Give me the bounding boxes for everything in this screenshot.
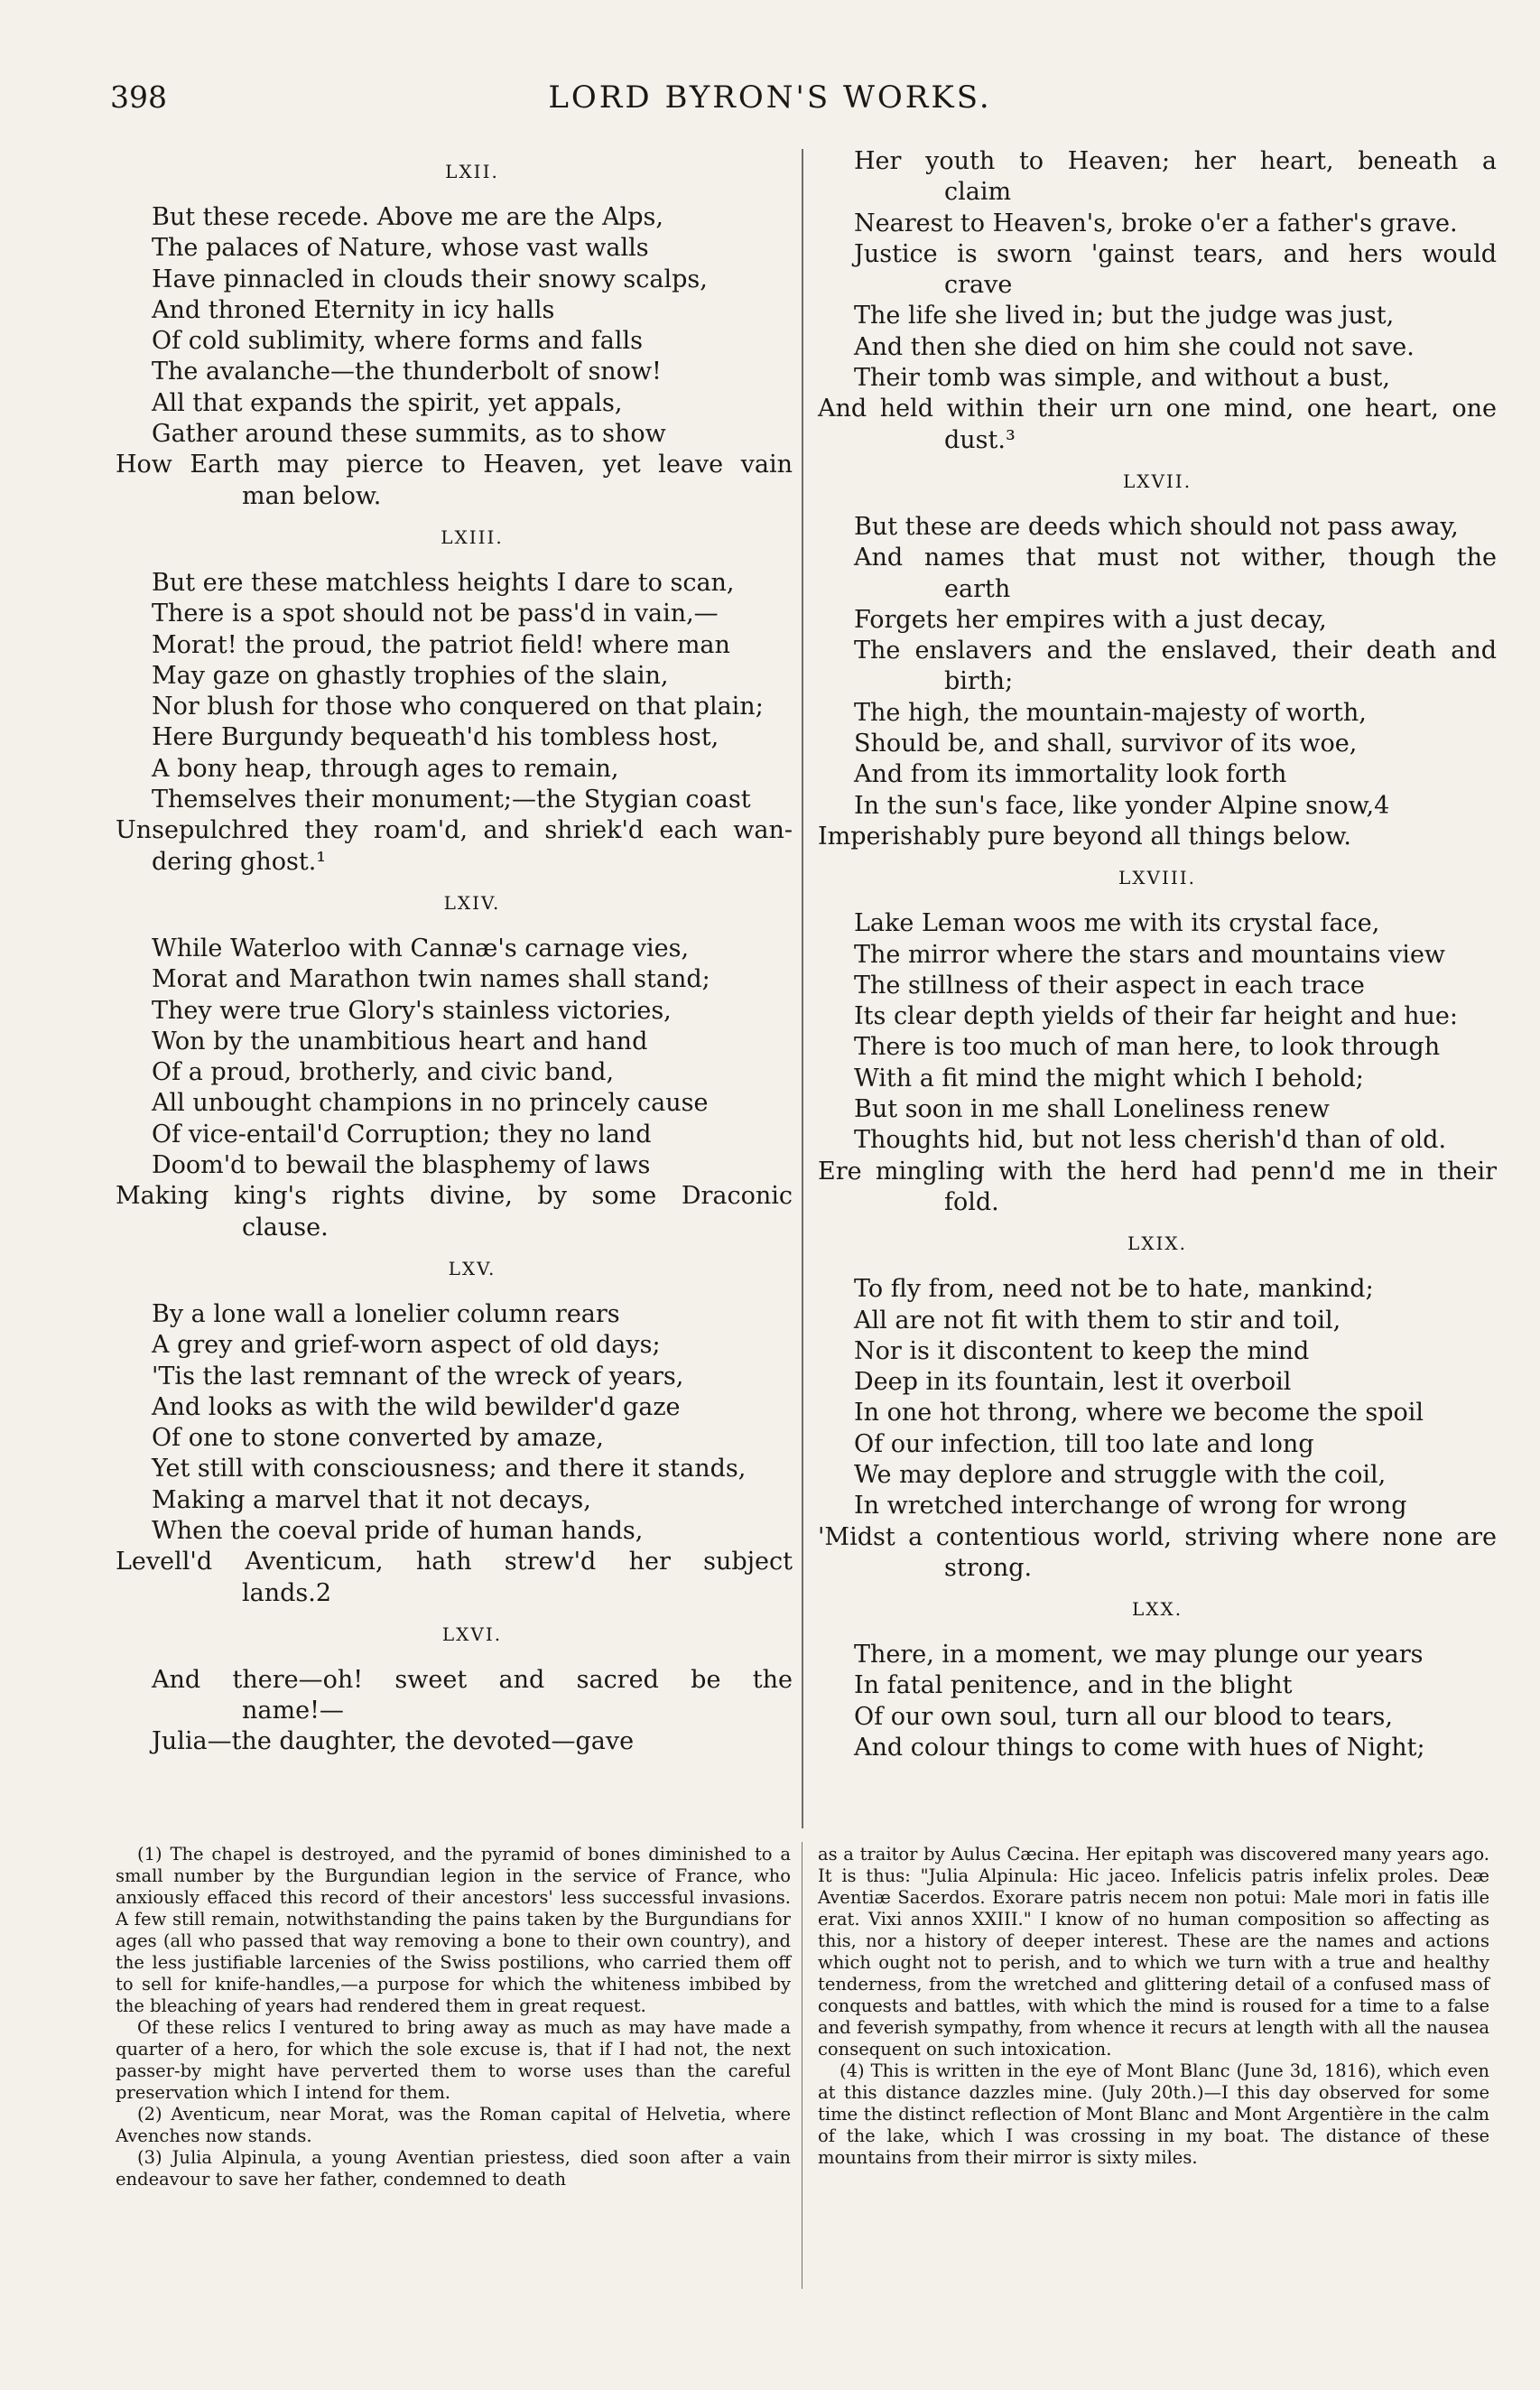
verse-line: May gaze on ghastly trophies of the slain, bbox=[152, 661, 669, 690]
verse-line: To fly from, need not be to hate, mankind; bbox=[854, 1275, 1374, 1304]
verse-line: They were true Glory's stainless victories, bbox=[152, 996, 672, 1025]
verse-line: Her youth to Heaven; her heart, beneath a bbox=[854, 147, 1497, 175]
verse-line: By a lone wall a lonelier column rears bbox=[152, 1299, 620, 1328]
stanza bbox=[116, 892, 793, 1243]
stanza bbox=[818, 1598, 1497, 1763]
stanza bbox=[116, 526, 793, 878]
verse-line: And then she died on him she could not save. bbox=[854, 332, 1415, 361]
verse-line: The stillness of their aspect in each trace bbox=[854, 971, 1365, 1000]
verse-line: And colour things to come with hues of Night; bbox=[854, 1734, 1425, 1762]
left-footnotes bbox=[116, 1844, 791, 2190]
left-poem-column bbox=[116, 146, 793, 1763]
verse-line: 'Tis the last remnant of the wreck of years, bbox=[152, 1362, 684, 1390]
verse-line: crave bbox=[944, 271, 1013, 300]
stanza bbox=[116, 161, 793, 512]
stanza-number: LXX. bbox=[1131, 1598, 1183, 1621]
stanza-number: LXVI. bbox=[441, 1623, 503, 1645]
verse-line: Of our infection, till too late and long bbox=[854, 1429, 1314, 1458]
verse-line: Nearest to Heaven's, broke o'er a father's grave. bbox=[854, 209, 1458, 237]
verse-line: clause. bbox=[242, 1213, 329, 1241]
running-title: LORD BYRON'S WORKS. bbox=[548, 79, 992, 116]
stanza bbox=[818, 867, 1497, 1218]
verse-line: Have pinnacled in clouds their snowy scalps, bbox=[152, 265, 708, 293]
verse-line: Unsepulchred they roam'd, and shriek'd each wan- bbox=[116, 816, 793, 845]
verse-line: Morat and Marathon twin names shall stand; bbox=[152, 965, 710, 994]
right-poem-column bbox=[818, 146, 1497, 1769]
verse-line: The life she lived in; but the judge was just, bbox=[854, 302, 1395, 330]
verse-line: But soon in me shall Loneliness renew bbox=[854, 1095, 1330, 1124]
verse-line: All are not fit with them to stir and toil, bbox=[854, 1306, 1341, 1334]
verse-line: But these are deeds which should not pass away, bbox=[854, 512, 1459, 541]
stanza-number: LXV. bbox=[448, 1257, 496, 1279]
verse-line: Deep in its fountain, lest it overboil bbox=[854, 1368, 1292, 1397]
verse-line: claim bbox=[944, 178, 1012, 207]
verse-line: A bony heap, through ages to remain, bbox=[152, 754, 619, 783]
footnote: (2) Aventicum, near Morat, was the Roman capital of Helvetia, where Avenches now stands. bbox=[116, 2104, 791, 2146]
verse-line: And looks as with the wild bewilder'd gaze bbox=[152, 1392, 681, 1421]
verse-line: Lake Leman woos me with its crystal face, bbox=[854, 909, 1380, 938]
verse-line: There is too much of man here, to look through bbox=[854, 1033, 1441, 1062]
verse-line: Morat! the proud, the patriot field! where man bbox=[152, 630, 730, 659]
verse-line: 'Midst a contentious world, striving where none are bbox=[818, 1522, 1497, 1551]
verse-line: In wretched interchange of wrong for wrong bbox=[854, 1492, 1407, 1520]
column-divider bbox=[802, 149, 803, 1828]
stanza-number: LXVII. bbox=[1122, 470, 1192, 492]
footnote: Of these relics I ventured to bring away as much as may have made a quarter of a hero, for which the sole excuse is, that if I had not, the next passer-by might have perverted them to worse uses than the careful preservation which I intend for them. bbox=[116, 2017, 791, 2103]
footnote: (4) This is written in the eye of Mont Blanc (June 3d, 1816), which even at this distance dazzles mine. (July 20th.)—I this day observed for some time the distinct reflection of Mont Blanc and Mont Argentière in the calm of the lake, which I was crossing in my boat. The distance of these mountains from their mirror is sixty miles. bbox=[818, 2060, 1489, 2168]
verse-line: Won by the unambitious heart and hand bbox=[152, 1027, 648, 1056]
page-number: 398 bbox=[110, 79, 167, 115]
verse-line: Of vice-entail'd Corruption; they no land bbox=[152, 1120, 652, 1149]
verse-line: man below. bbox=[242, 481, 382, 510]
verse-line: Ere mingling with the herd had penn'd me in their bbox=[818, 1157, 1497, 1186]
stanza bbox=[116, 1623, 793, 1758]
verse-line: The enslavers and the enslaved, their death and bbox=[854, 637, 1497, 665]
verse-line: Making a marvel that it not decays, bbox=[152, 1485, 591, 1514]
verse-line: And held within their urn one mind, one heart, one bbox=[818, 395, 1497, 423]
verse-line: And throned Eternity in icy halls bbox=[152, 295, 555, 324]
verse-line: Nor blush for those who conquered on that plain; bbox=[152, 693, 764, 721]
verse-line: The mirror where the stars and mountains view bbox=[854, 940, 1446, 969]
verse-line: fold. bbox=[944, 1187, 999, 1216]
verse-line: And from its immortality look forth bbox=[854, 760, 1287, 789]
verse-line: Levell'd Aventicum, hath strew'd her subject bbox=[116, 1548, 793, 1576]
verse-line: Of a proud, brotherly, and civic band, bbox=[152, 1058, 615, 1087]
verse-line: While Waterloo with Cannæ's carnage vies, bbox=[152, 934, 690, 963]
verse-line: A grey and grief-worn aspect of old days; bbox=[152, 1331, 661, 1360]
verse-line: But these recede. Above me are the Alps, bbox=[152, 203, 663, 231]
verse-line: Their tomb was simple, and without a bust, bbox=[854, 364, 1390, 393]
verse-line: Nor is it discontent to keep the mind bbox=[854, 1336, 1310, 1365]
verse-line: Gather around these summits, as to show bbox=[152, 420, 666, 449]
verse-line: When the coeval pride of human hands, bbox=[152, 1516, 644, 1545]
verse-line: strong. bbox=[944, 1553, 1033, 1582]
verse-line: With a fit mind the might which I behold; bbox=[854, 1064, 1364, 1093]
verse-line: Julia—the daughter, the devoted—gave bbox=[152, 1727, 635, 1756]
verse-line: In one hot throng, where we become the spoil bbox=[854, 1399, 1424, 1427]
verse-line: But ere these matchless heights I dare to scan, bbox=[152, 568, 735, 597]
verse-line: In the sun's face, like yonder Alpine snow,4 bbox=[854, 791, 1390, 820]
footnote: (1) The chapel is destroyed, and the pyramid of bones diminished to a small number by the Burgundian legion in the service of France, who anxiously effaced this record of their ancestors' less successful invasions. A few still remain, notwithstanding the pains taken by the Burgundians for ages (all who passed that way removing a bone to their own country), and the less justifiable larcenies of the Swiss postilions, who carried them off to sell for knife-handles,—a purpose for which the whiteness imbibed by the bleaching of years had rendered them in great request. bbox=[116, 1844, 791, 2016]
footnote: as a traitor by Aulus Cæcina. Her epitaph was discovered many years ago. It is thus: "Julia Alpinula: Hic jaceo. Infelicis patris infelix proles. Deæ Aventiæ Sacerdos. Exorare patris necem non potui: Male mori in fatis ille erat. Vixi annos XXIII." I know of no human composition so affecting as this, nor a history of deeper interest. These are the names and actions which ought not to perish, and to which we turn with a true and healthy tenderness, from the wretched and glittering detail of a confused mass of conquests and battles, with which the mind is roused for a time to a false and feverish sympathy, from whence it recurs at length with all the nausea consequent on such intoxication. bbox=[818, 1844, 1489, 2060]
right-footnotes bbox=[818, 1844, 1489, 2169]
stanza-number: LXVIII. bbox=[1118, 867, 1197, 889]
verse-line: Of one to stone converted by amaze, bbox=[152, 1424, 604, 1453]
stanza-number: LXIV. bbox=[443, 891, 501, 914]
verse-line: There, in a moment, we may plunge our years bbox=[854, 1641, 1424, 1669]
stanza bbox=[818, 470, 1497, 852]
page-header bbox=[0, 79, 1540, 125]
verse-line: In fatal penitence, and in the blight bbox=[854, 1671, 1293, 1700]
verse-line: The high, the mountain-majesty of worth, bbox=[854, 698, 1367, 727]
stanza-number: LXIII. bbox=[441, 525, 504, 548]
verse-line: dering ghost.¹ bbox=[152, 847, 327, 876]
footnote: (3) Julia Alpinula, a young Aventian priestess, died soon after a vain endeavour to save her father, condemned to death bbox=[116, 2147, 791, 2190]
verse-line: earth bbox=[944, 574, 1011, 603]
stanza bbox=[818, 1232, 1497, 1584]
verse-line: Of our own soul, turn all our blood to tears, bbox=[854, 1702, 1393, 1731]
verse-line: All that expands the spirit, yet appals, bbox=[152, 388, 623, 417]
verse-line: Of cold sublimity, where forms and falls bbox=[152, 327, 644, 356]
verse-line: The avalanche—the thunderbolt of snow! bbox=[152, 358, 662, 386]
verse-line: We may deplore and struggle with the coil, bbox=[854, 1460, 1387, 1489]
verse-line: Doom'd to bewail the blasphemy of laws bbox=[152, 1151, 651, 1180]
verse-line: Its clear depth yields of their far height and hue: bbox=[854, 1002, 1458, 1031]
stanza-number: LXII. bbox=[445, 161, 499, 182]
verse-line: There is a spot should not be pass'd in vain,— bbox=[152, 600, 719, 628]
verse-line: All unbought champions in no princely cause bbox=[152, 1089, 709, 1118]
verse-line: How Earth may pierce to Heaven, yet leave vain bbox=[116, 451, 793, 479]
verse-line: Should be, and shall, survivor of its woe, bbox=[854, 730, 1358, 758]
stanza bbox=[116, 1258, 793, 1609]
verse-line: name!— bbox=[242, 1697, 344, 1725]
verse-line: Here Burgundy bequeath'd his tombless host, bbox=[152, 723, 719, 752]
verse-line: Imperishably pure beyond all things below. bbox=[818, 822, 1351, 851]
verse-line: And names that must not wither, though the bbox=[854, 544, 1497, 572]
verse-line: And there—oh! sweet and sacred be the bbox=[152, 1665, 793, 1694]
verse-line: Making king's rights divine, by some Draconic bbox=[116, 1182, 793, 1211]
verse-line: Themselves their monument;—the Stygian coast bbox=[152, 786, 751, 814]
verse-line: Justice is sworn 'gainst tears, and hers would bbox=[854, 239, 1497, 268]
verse-line: Yet still with consciousness; and there it stands, bbox=[152, 1455, 747, 1483]
verse-line: The palaces of Nature, whose vast walls bbox=[152, 234, 649, 263]
verse-line: birth; bbox=[944, 667, 1014, 696]
verse-line: Thoughts hid, but not less cherish'd than of old. bbox=[854, 1126, 1447, 1155]
verse-line: Forgets her empires with a just decay, bbox=[854, 605, 1327, 634]
verse-line: lands.2 bbox=[242, 1578, 332, 1607]
stanza-number: LXIX. bbox=[1127, 1232, 1187, 1255]
stanza bbox=[818, 146, 1497, 456]
verse-line: dust.³ bbox=[944, 425, 1016, 454]
